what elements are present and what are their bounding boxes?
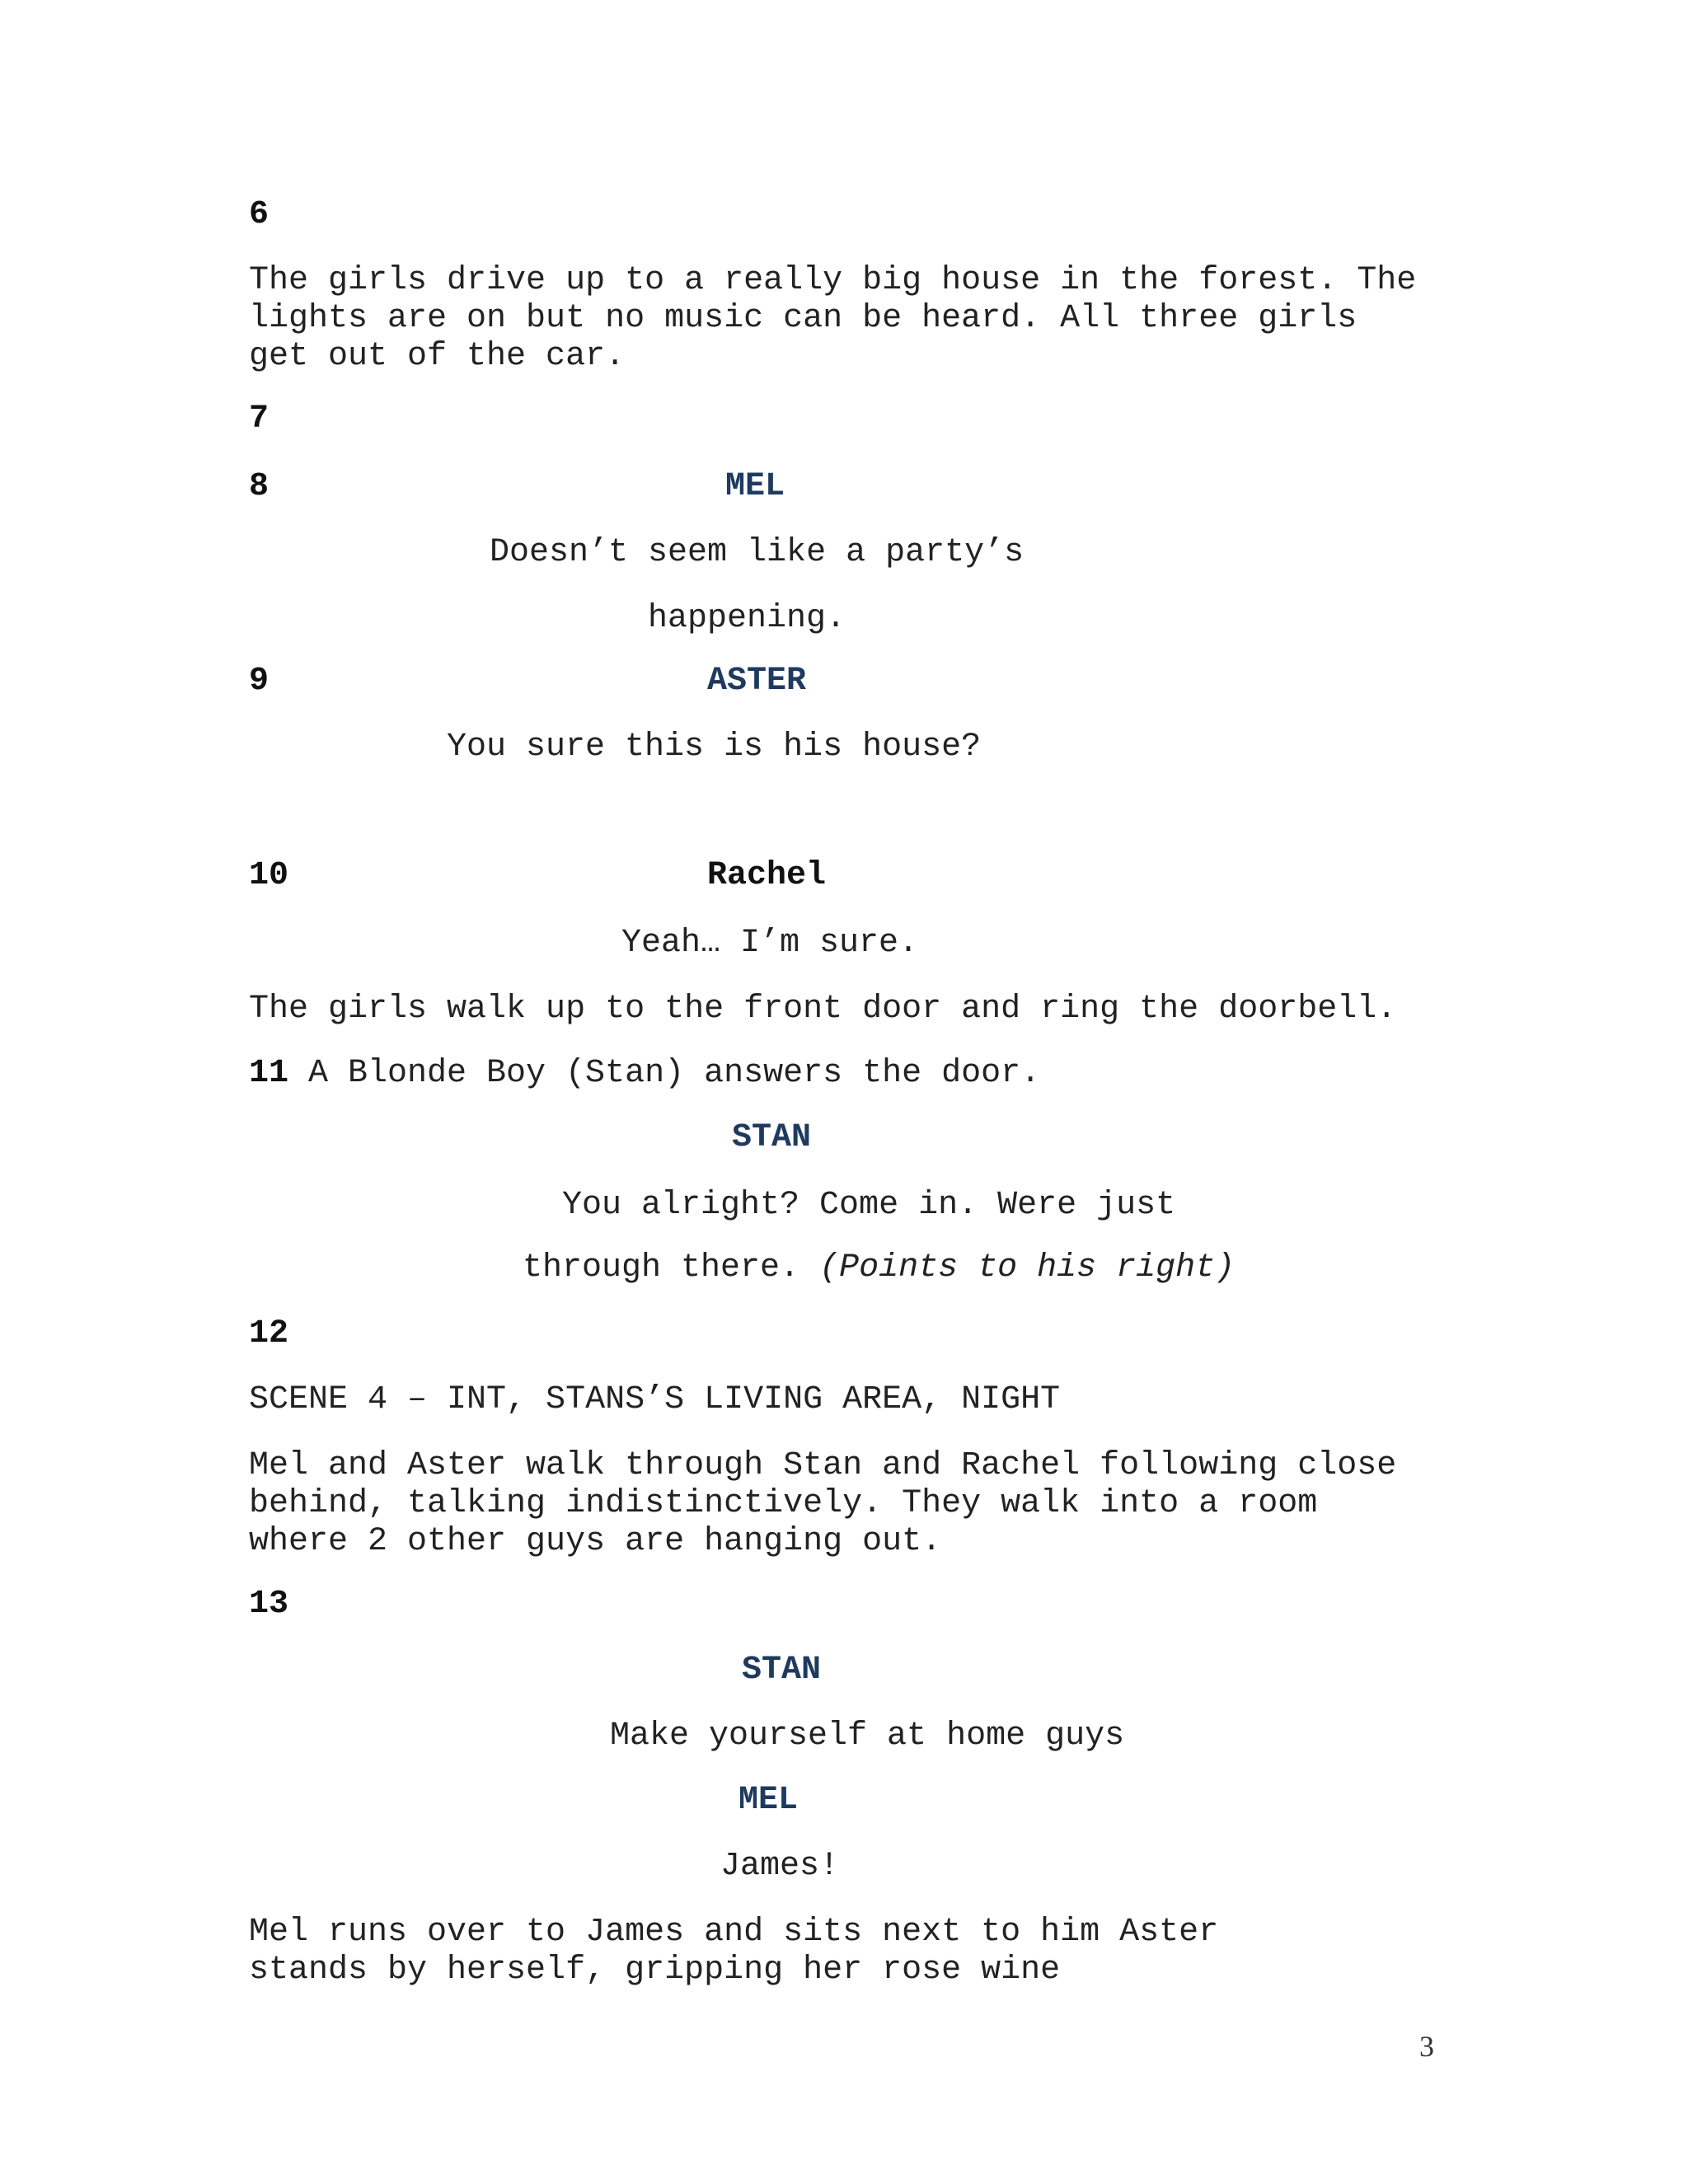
action-stan-answers: A Blonde Boy (Stan) answers the door. — [308, 1055, 1041, 1092]
character-stan-2: STAN — [742, 1652, 822, 1689]
character-mel-2: MEL — [738, 1782, 799, 1819]
scene-number-10: 10 — [249, 857, 289, 894]
dialogue-mel-line-2: happening. — [648, 600, 846, 637]
character-mel: MEL — [725, 468, 785, 505]
character-stan: STAN — [732, 1119, 812, 1156]
scene-number-8: 8 — [249, 468, 270, 505]
scene-number-6: 6 — [249, 196, 270, 233]
action-front-door: The girls walk up to the front door and ring the doorbell. — [249, 991, 1397, 1028]
character-aster: ASTER — [707, 663, 807, 700]
scene-number-7: 7 — [249, 401, 270, 438]
dialogue-stan-line-1: You alright? Come in. Were just — [562, 1187, 1176, 1224]
action-living-area: Mel and Aster walk through Stan and Rachel following close behind, talking indistinctively. They walk into a room where 2 other guys are hanging out. — [249, 1447, 1397, 1560]
action-drive-up: The girls drive up to a really big house in the forest. The lights are on but no music can be heard. All three girls get out of the car. — [249, 262, 1417, 375]
dialogue-stan-line-2 — [523, 1249, 1235, 1287]
scene-number-11: 11 — [249, 1055, 289, 1092]
scene-number-9: 9 — [249, 663, 270, 700]
action-mel-runs: Mel runs over to James and sits next to him Aster stands by herself, gripping her rose wine — [249, 1914, 1219, 1989]
parenthetical-stan: (Points to his right) — [819, 1249, 1236, 1286]
scene-number-13: 13 — [249, 1586, 289, 1623]
page-number: 3 — [1419, 2030, 1434, 2063]
character-rachel: Rachel — [707, 857, 827, 894]
dialogue-stan-text: through there. — [523, 1249, 820, 1286]
dialogue-rachel: Yeah… I’m sure. — [621, 925, 919, 962]
dialogue-stan-2: Make yourself at home guys — [610, 1718, 1125, 1755]
dialogue-mel-2: James! — [720, 1848, 840, 1885]
dialogue-mel-line-1: Doesn’t seem like a party’s — [490, 534, 1025, 571]
scene-heading-4: SCENE 4 – INT, STANS’S LIVING AREA, NIGHT — [249, 1381, 1061, 1418]
dialogue-aster: You sure this is his house? — [447, 729, 982, 766]
scene-number-12: 12 — [249, 1315, 289, 1352]
